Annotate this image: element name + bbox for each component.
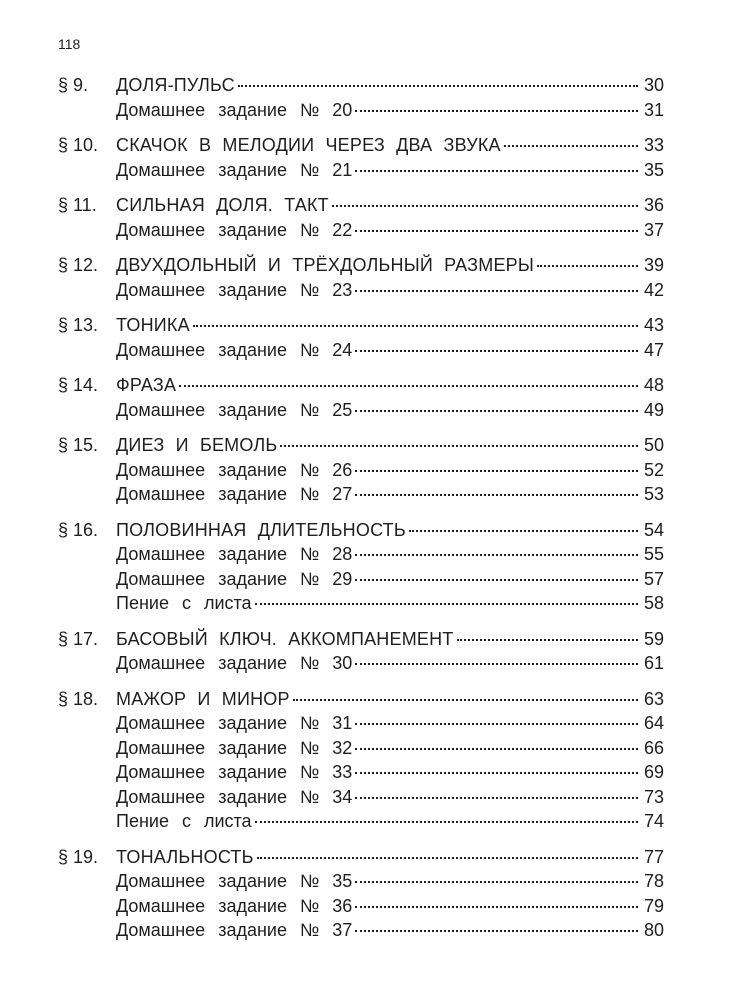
section-title: ФРАЗА [116,375,177,395]
dot-leader [179,385,638,387]
page-ref: 58 [643,593,664,613]
page-ref: 77 [643,846,664,867]
page-ref: 43 [643,315,664,335]
dot-leader [355,350,638,352]
page-ref: 61 [643,653,664,673]
entry-label: Домашнее задание № 31 [116,713,353,733]
entry-label: Домашнее задание № 24 [116,339,353,360]
toc-entry[interactable] [58,809,664,834]
section-number: § 10. [58,135,99,155]
entry-label: Домашнее задание № 28 [116,544,353,564]
section-number: § 11. [58,195,97,215]
dot-leader [355,797,638,799]
dot-leader [355,881,638,883]
entry-label: Домашнее задание № 33 [116,762,353,782]
entry-label: Домашнее задание № 37 [116,920,353,940]
section-number: § 14. [58,375,99,395]
page-ref: 80 [643,920,664,940]
page-ref: 79 [643,895,664,916]
entry-label: Домашнее задание № 20 [116,99,353,120]
entry-label: Домашнее задание № 23 [116,279,353,300]
toc-section [58,845,664,943]
dot-leader [280,445,638,447]
toc-entry[interactable] [58,567,664,592]
page-ref: 74 [643,811,664,831]
page-ref: 66 [643,737,664,758]
section-title: БАСОВЫЙ КЛЮЧ. АККОМПАНЕМЕНТ [116,628,454,649]
entry-label: Домашнее задание № 35 [116,871,353,891]
toc-section-heading[interactable] [58,845,664,870]
toc-section-heading[interactable] [58,687,664,712]
toc-entry[interactable] [58,894,664,919]
dot-leader [457,639,638,641]
section-number: § 16. [58,519,99,540]
toc-section [58,627,664,676]
dot-leader [355,110,638,112]
toc-entry[interactable] [58,760,664,785]
toc-section-heading[interactable] [58,313,664,338]
dot-leader [355,906,638,908]
entry-label: Домашнее задание № 21 [116,159,353,180]
section-number: § 17. [58,628,99,649]
dot-leader [355,410,638,412]
dot-leader [355,170,638,172]
toc-entry[interactable] [58,591,664,616]
page-ref: 33 [643,135,664,155]
toc-entry[interactable] [58,711,664,736]
entry-label: Домашнее задание № 26 [116,459,353,480]
entry-label: Пение с листа [116,593,252,613]
section-number: § 12. [58,255,99,275]
toc-section [58,433,664,507]
section-title: ДВУХДОЛЬНЫЙ И ТРЁХДОЛЬНЫЙ РАЗМЕРЫ [116,255,534,275]
page-ref: 54 [643,519,664,540]
section-number: § 9. [58,75,89,95]
dot-leader [504,145,638,147]
page-ref: 64 [643,713,664,733]
toc-section [58,73,664,122]
dot-leader [355,579,638,581]
dot-leader [355,772,638,774]
toc-entry[interactable] [58,458,664,483]
dot-leader [355,494,638,496]
toc-section-heading[interactable] [58,373,664,398]
toc-entry[interactable] [58,482,664,507]
toc-section-heading[interactable] [58,433,664,458]
toc-section [58,133,664,182]
toc-section-heading[interactable] [58,73,664,98]
section-title: ДОЛЯ-ПУЛЬС [116,75,235,95]
page-ref: 30 [643,75,664,95]
dot-leader [355,230,638,232]
page-ref: 31 [643,99,664,120]
page-ref: 48 [643,375,664,395]
dot-leader [293,699,638,701]
section-number: § 15. [58,435,99,455]
dot-leader [255,603,638,605]
page-ref: 36 [643,195,664,215]
dot-leader [409,530,638,532]
toc-section [58,687,664,834]
page-ref: 53 [643,484,664,504]
entry-label: Домашнее задание № 29 [116,568,353,589]
toc-entry[interactable] [58,736,664,761]
dot-leader [355,748,638,750]
toc-entry[interactable] [58,158,664,183]
toc-section [58,313,664,362]
entry-label: Домашнее задание № 30 [116,653,353,673]
page-ref: 37 [643,219,664,240]
toc-entry[interactable] [58,869,664,894]
page-number: 118 [58,36,81,52]
toc-section [58,373,664,422]
page-ref: 63 [643,688,664,709]
toc-section-heading[interactable] [58,193,664,218]
toc-section [58,193,664,242]
section-title: ПОЛОВИННАЯ ДЛИТЕЛЬНОСТЬ [116,519,406,540]
page-ref: 73 [643,786,664,807]
entry-label: Домашнее задание № 36 [116,895,353,916]
entry-label: Домашнее задание № 32 [116,737,353,758]
entry-label: Домашнее задание № 27 [116,484,353,504]
dot-leader [355,930,638,932]
section-title: ТОНАЛЬНОСТЬ [116,846,254,867]
page-ref: 69 [643,762,664,782]
toc-section [58,253,664,302]
page-ref: 50 [643,435,664,455]
page-ref: 78 [643,871,664,891]
dot-leader [257,857,638,859]
dot-leader [193,325,638,327]
entry-label: Домашнее задание № 34 [116,786,353,807]
section-title: СКАЧОК В МЕЛОДИИ ЧЕРЕЗ ДВА ЗВУКА [116,135,501,155]
toc-entry[interactable] [58,278,664,303]
toc-entry[interactable] [58,785,664,810]
section-number: § 13. [58,315,99,335]
page-ref: 39 [643,255,664,275]
dot-leader [355,723,638,725]
toc-section-heading[interactable] [58,253,664,278]
toc-entry[interactable] [58,218,664,243]
dot-leader [537,265,638,267]
section-number: § 18. [58,688,99,709]
section-title: ТОНИКА [116,315,190,335]
toc-entry[interactable] [58,398,664,423]
toc-section-heading[interactable] [58,133,664,158]
section-title: СИЛЬНАЯ ДОЛЯ. ТАКТ [116,195,329,215]
toc-section-heading[interactable] [58,627,664,652]
page-ref: 59 [643,628,664,649]
section-title: МАЖОР И МИНОР [116,688,290,709]
page-ref: 42 [643,279,664,300]
dot-leader [355,290,638,292]
toc-entry[interactable] [58,98,664,123]
page-ref: 57 [643,568,664,589]
page-ref: 49 [643,399,664,420]
entry-label: Домашнее задание № 22 [116,219,353,240]
dot-leader [238,85,638,87]
page-ref: 47 [643,339,664,360]
toc-section-heading[interactable] [58,518,664,543]
entry-label: Домашнее задание № 25 [116,399,353,420]
toc-entry[interactable] [58,542,664,567]
table-of-contents [58,73,664,954]
toc-entry[interactable] [58,338,664,363]
page-ref: 55 [643,544,664,564]
toc-section [58,518,664,616]
toc-entry[interactable] [58,651,664,676]
dot-leader [255,821,638,823]
entry-label: Пение с листа [116,811,252,831]
dot-leader [332,205,638,207]
page-ref: 35 [643,159,664,180]
section-title: ДИЕЗ И БЕМОЛЬ [116,435,278,455]
section-number: § 19. [58,846,99,867]
dot-leader [355,470,638,472]
page-ref: 52 [643,459,664,480]
dot-leader [355,554,638,556]
dot-leader [355,663,638,665]
toc-entry[interactable] [58,918,664,943]
